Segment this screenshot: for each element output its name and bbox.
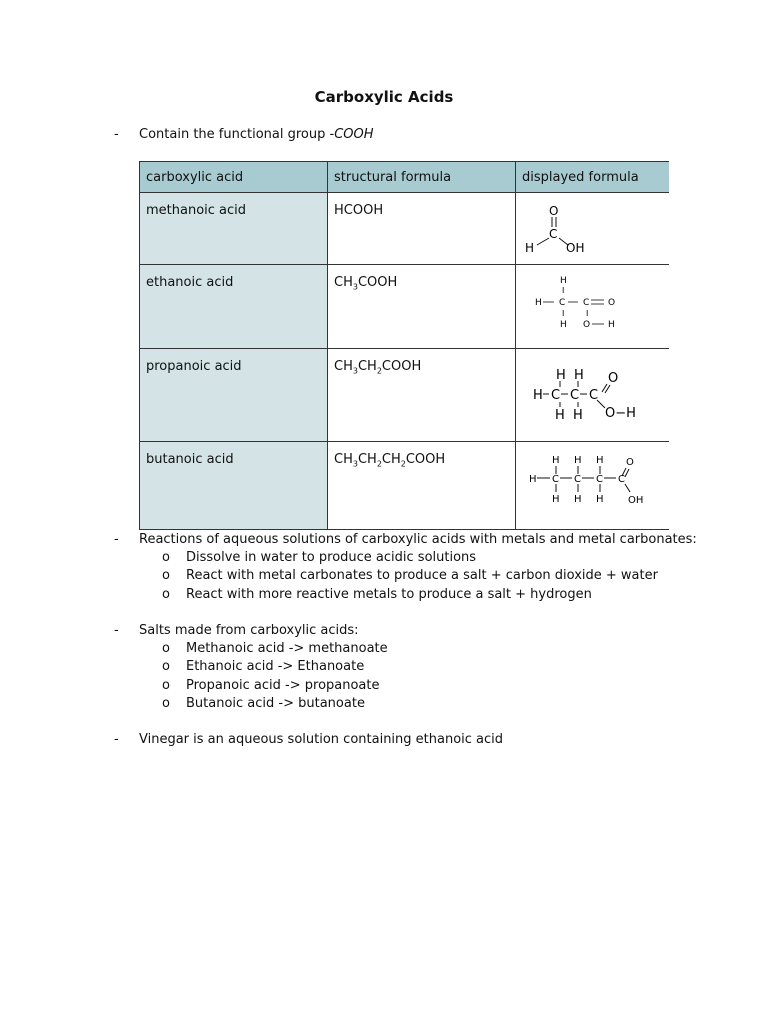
acid-name: butanoic acid — [146, 452, 234, 467]
butanoic-acid-structure-image — [516, 442, 668, 525]
acid-name: methanoic acid — [146, 203, 247, 218]
table-row — [140, 193, 669, 265]
svg-text:I: I — [562, 309, 565, 318]
sub-bullet-marker: o — [162, 550, 170, 565]
svg-text:I: I — [562, 286, 565, 295]
table-header-row — [140, 162, 669, 193]
svg-text:H: H — [574, 368, 584, 383]
bullet-text-main: Contain the functional group — [139, 127, 330, 142]
svg-text:H: H — [574, 494, 582, 505]
svg-text:H: H — [525, 241, 535, 255]
sub-bullet-marker: o — [162, 696, 170, 711]
svg-text:C: C — [559, 298, 566, 308]
header-displayed-formula: displayed formula — [516, 162, 669, 193]
structural-formula: $CH_3CH_2COOH$ — [334, 359, 422, 376]
svg-text:OH: OH — [566, 241, 585, 255]
svg-text:O: O — [583, 320, 591, 330]
structural-formula: $CH_3COOH$ — [334, 275, 398, 292]
sub-bullet-text: React with more reactive metals to produce a salt + hydrogen — [186, 587, 592, 602]
svg-text:H: H — [596, 455, 604, 466]
svg-text:H: H — [552, 494, 560, 505]
table-row — [140, 442, 669, 530]
svg-text:C: C — [552, 474, 559, 485]
acid-name: propanoic acid — [146, 359, 242, 374]
svg-text:C: C — [589, 388, 599, 403]
acid-name: ethanoic acid — [146, 275, 234, 290]
sub-bullet-text: Ethanoic acid -> Ethanoate — [186, 659, 365, 674]
table-row — [140, 349, 669, 442]
svg-text:H: H — [560, 320, 567, 330]
svg-text:H: H — [608, 320, 615, 330]
svg-text:C: C — [574, 474, 581, 485]
svg-text:C: C — [618, 474, 625, 485]
svg-text:O−H: O−H — [605, 406, 636, 421]
svg-text:H: H — [556, 368, 566, 383]
carboxylic-acids-table — [139, 161, 669, 530]
structural-formula: HCOOH — [334, 203, 384, 218]
svg-text:H: H — [552, 455, 560, 466]
sub-bullet-marker: o — [162, 641, 170, 656]
svg-text:O: O — [626, 457, 634, 468]
svg-text:C: C — [583, 298, 590, 308]
svg-text:OH: OH — [628, 495, 644, 506]
svg-text:O: O — [549, 204, 559, 218]
table-row — [140, 265, 669, 349]
svg-text:H: H — [533, 388, 543, 403]
sub-bullet-text: Butanoic acid -> butanoate — [186, 696, 365, 711]
svg-text:C: C — [551, 388, 561, 403]
svg-text:C: C — [549, 227, 558, 241]
svg-text:H: H — [574, 455, 582, 466]
bullet-text: Salts made from carboxylic acids: — [139, 623, 359, 638]
page-title: Carboxylic Acids — [314, 88, 454, 106]
sub-bullet-marker: o — [162, 587, 170, 602]
sub-bullet-text: Dissolve in water to produce acidic solutions — [186, 550, 477, 565]
sub-bullet-text: React with metal carbonates to produce a salt + carbon dioxide + water — [186, 568, 658, 583]
sub-bullet-marker: o — [162, 659, 170, 674]
bullet-dash: - — [114, 623, 119, 638]
bullet-text — [139, 127, 374, 142]
header-carboxylic-acid: carboxylic acid — [140, 162, 328, 193]
displayed-formula-propanoic — [516, 349, 669, 442]
sub-bullet-marker: o — [162, 568, 170, 583]
sub-bullet-text: Methanoic acid -> methanoate — [186, 641, 388, 656]
bullet-text: Vinegar is an aqueous solution containing ethanoic acid — [139, 732, 504, 747]
bullet-text: Reactions of aqueous solutions of carboxylic acids with metals and metal carbonates: — [139, 532, 697, 547]
propanoic-acid-structure-image — [516, 349, 668, 437]
svg-text:O: O — [608, 298, 616, 308]
svg-text:O: O — [608, 371, 619, 386]
header-structural-formula: structural formula — [328, 162, 516, 193]
sub-bullet-text: Propanoic acid -> propanoate — [186, 678, 380, 693]
svg-text:C: C — [570, 388, 580, 403]
bullet-dash: - — [114, 732, 119, 747]
methanoic-acid-structure-image — [516, 193, 668, 260]
ethanoic-acid-structure-image — [516, 265, 668, 344]
bullet-dash: - — [114, 532, 119, 547]
svg-text:H: H — [529, 474, 537, 485]
svg-text:H: H — [555, 408, 565, 423]
displayed-formula-methanoic — [516, 193, 669, 265]
displayed-formula-butanoic — [516, 442, 669, 530]
bullet-dash: - — [114, 127, 119, 142]
sub-bullet-marker: o — [162, 678, 170, 693]
structural-formula: $CH_3CH_2CH_2COOH$ — [334, 452, 446, 469]
svg-text:H: H — [573, 408, 583, 423]
svg-text:I: I — [586, 309, 589, 318]
displayed-formula-ethanoic — [516, 265, 669, 349]
svg-text:H: H — [535, 298, 542, 308]
svg-text:H: H — [560, 276, 567, 286]
svg-text:H: H — [596, 494, 604, 505]
functional-group-text: -COOH — [329, 127, 374, 142]
svg-text:C: C — [596, 474, 603, 485]
